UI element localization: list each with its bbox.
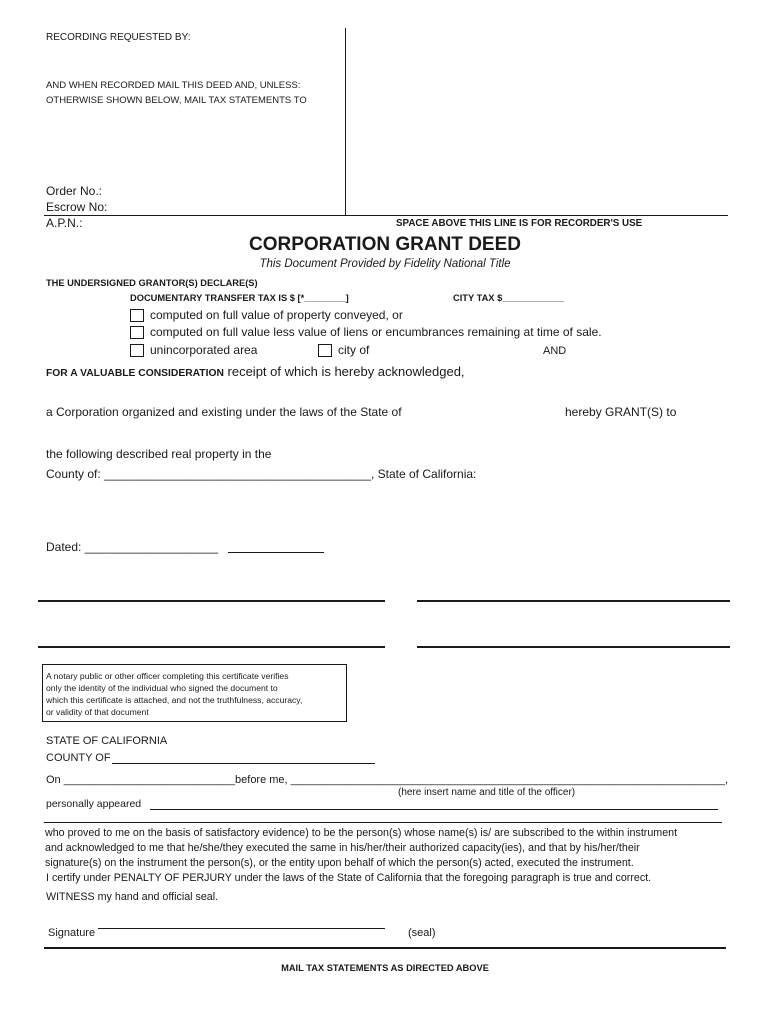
apn-label: A.P.N.: [46,216,83,230]
seal-label: (seal) [408,927,436,939]
checkbox-city[interactable] [318,344,332,357]
acknowledgment-paragraph [45,826,725,871]
tax-option-less-liens[interactable] [130,325,602,339]
city-of-label: city of [338,343,370,357]
tax-option-label: computed on full value less value of liens or encumbrances remaining at time of sale. [150,325,602,339]
checkbox-full-value[interactable] [130,309,144,322]
signature-label: Signature [48,927,96,939]
notary-disclaimer-line: A notary public or other officer completing this certificate verifies [46,671,289,681]
personally-appeared-underline [150,809,718,810]
appeared-second-underline [44,822,722,823]
consideration-rest: receipt of which is hereby acknowledged, [223,364,465,379]
state-label: STATE OF CALIFORNIA [46,735,168,747]
and-label: AND [543,345,567,357]
notary-disclaimer-line: only the identity of the individual who signed the document to [46,683,278,693]
mail-instructions-line: AND WHEN RECORDED MAIL THIS DEED AND, UNLESS: [46,80,301,91]
notary-signature-line [98,928,385,929]
grantor-declares-label: THE UNDERSIGNED GRANTOR(S) DECLARE(S) [46,278,258,288]
signature-line [417,600,730,602]
mail-instructions [46,78,307,108]
county-line: County of: ________________________________________, State of California: [46,467,477,481]
city-option[interactable] [318,343,369,357]
acknowledgment-line: signature(s) on the instrument the person(s), or the entity upon behalf of which the person(s) acted, executed the instrument. [45,857,634,869]
transfer-tax-label: DOCUMENTARY TRANSFER TAX IS $ [*________] [130,293,349,303]
document-title: CORPORATION GRANT DEED [249,234,521,255]
dated-underline [228,552,324,553]
checkbox-less-liens[interactable] [130,326,144,339]
mail-tax-footer: MAIL TAX STATEMENTS AS DIRECTED ABOVE [281,963,489,973]
document-subtitle: This Document Provided by Fidelity National Title [259,258,511,270]
order-no-label: Order No.: [46,184,103,198]
signature-line [38,646,385,648]
footer-divider [44,947,726,949]
checkbox-unincorporated[interactable] [130,344,144,357]
mail-instructions-line: OTHERWISE SHOWN BELOW, MAIL TAX STATEMENTS TO [46,95,307,106]
dated-line: Dated: ____________________ [46,540,219,554]
notary-disclaimer-line: or validity of that document [46,707,149,717]
certify-line: I certify under PENALTY OF PERJURY under the laws of the State of California that the foregoing paragraph is true and correct. [46,872,652,884]
recorder-divider-vertical [345,28,346,215]
unincorporated-option[interactable] [130,343,257,357]
tax-option-label: computed on full value of property conveyed, or [150,308,403,322]
recorder-use-note: SPACE ABOVE THIS LINE IS FOR RECORDER'S USE [396,218,643,229]
recording-requested-label: RECORDING REQUESTED BY: [46,32,191,43]
acknowledgment-line: and acknowledged to me that he/she/they executed the same in his/her/their authorized capacity(ies), and that by his/her/their [45,842,640,854]
insert-name-note: (here insert name and title of the officer) [398,787,576,798]
notary-disclaimer-line: which this certificate is attached, and not the truthfulness, accuracy, [46,695,303,705]
grant-label: hereby GRANT(S) to [565,405,677,419]
consideration-line [46,363,465,381]
county-of-underline [112,763,375,764]
city-tax-label: CITY TAX $____________ [453,293,565,303]
notary-disclaimer-box [42,664,347,722]
escrow-no-label: Escrow No: [46,200,108,214]
recorder-divider-horizontal [44,215,728,216]
witness-line: WITNESS my hand and official seal. [46,891,219,903]
corporation-line: a Corporation organized and existing under the laws of the State of [46,405,402,419]
signature-line [38,600,385,602]
on-before-me-line: On ____________________________before me, _______________________________________________________________________, [46,774,729,786]
acknowledgment-line: who proved to me on the basis of satisfactory evidence) to be the person(s) whose name(s) is/ are subscribed to the within instrument [45,827,678,839]
personally-appeared-label: personally appeared [46,798,142,810]
tax-option-full-value[interactable] [130,308,403,322]
property-line: the following described real property in the [46,447,272,461]
signature-line [417,646,730,648]
unincorporated-label: unincorporated area [150,343,258,357]
consideration-bold: FOR A VALUABLE CONSIDERATION [46,368,224,379]
county-of-label: COUNTY OF [46,752,111,764]
